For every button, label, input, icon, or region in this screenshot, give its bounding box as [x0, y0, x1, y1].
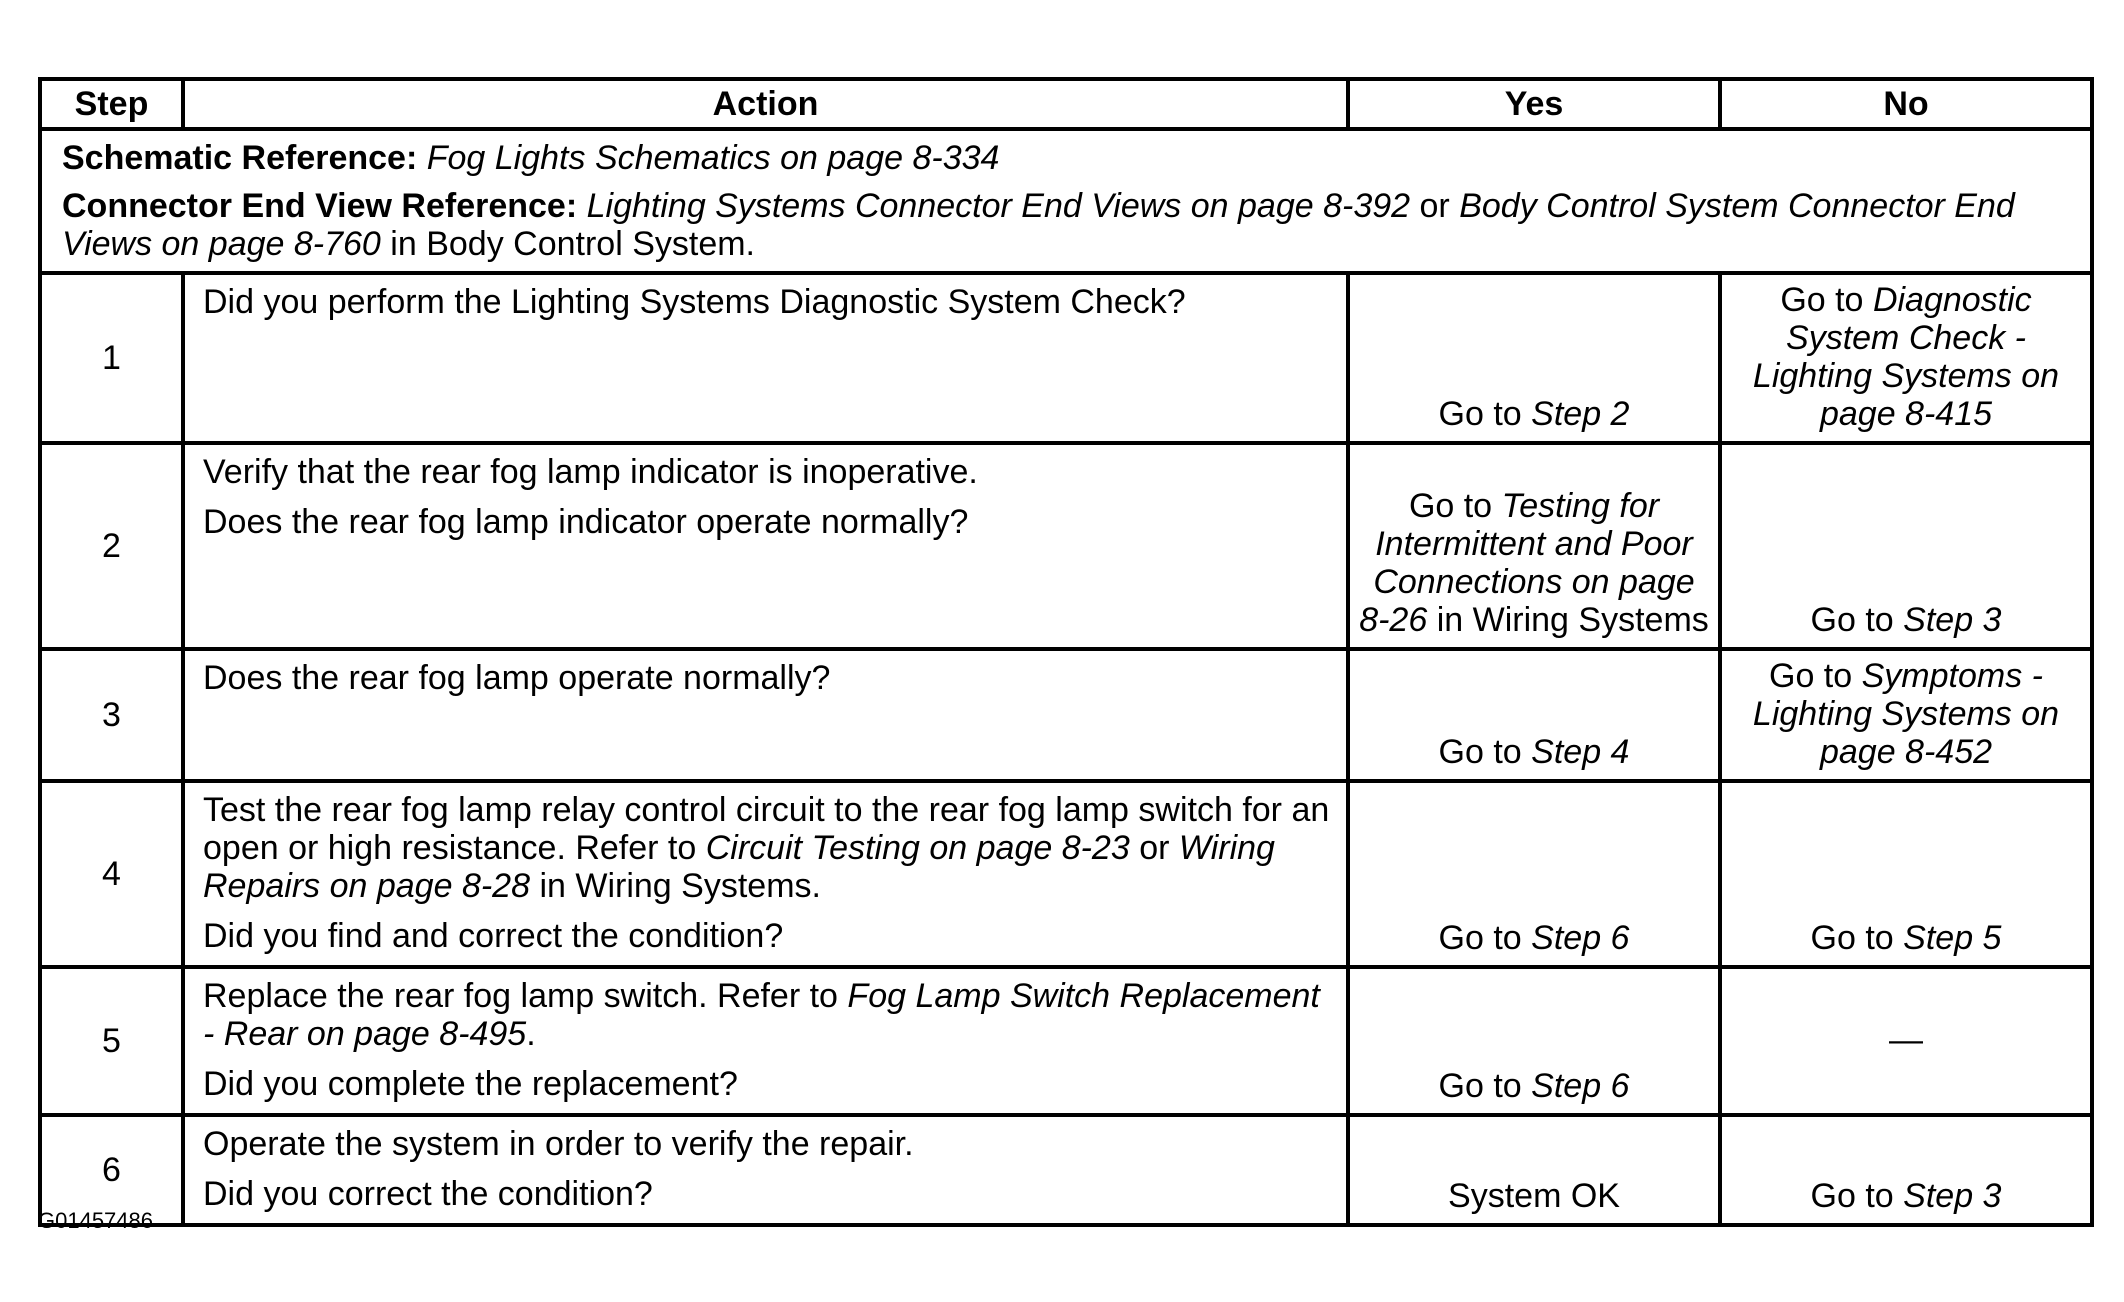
action-cell	[183, 649, 1348, 781]
action-instruction	[203, 977, 1332, 1053]
figure-id: G01457486	[38, 1208, 153, 1233]
action-cell	[183, 273, 1348, 443]
connector-link-lighting[interactable]: Lighting Systems Connector End Views on page 8-392	[586, 187, 1411, 225]
yes-prefix: Go to	[1438, 1067, 1522, 1105]
action-instruction: Operate the system in order to verify the repair.	[203, 1125, 914, 1163]
action-text: .	[526, 1015, 536, 1053]
no-cell	[1720, 967, 2092, 1115]
action-question: Does the rear fog lamp indicator operate normally?	[203, 503, 969, 541]
header-action: Action	[183, 79, 1348, 129]
schematic-link[interactable]: Fog Lights Schematics on page 8-334	[426, 139, 1000, 177]
no-dash: —	[1889, 1021, 1923, 1059]
connector-label: Connector End View Reference:	[62, 187, 578, 225]
action-cell	[183, 781, 1348, 967]
yes-link[interactable]: Step 2	[1531, 395, 1630, 433]
step-number: 5	[40, 967, 183, 1115]
step-number: 6	[40, 1115, 183, 1225]
table-row	[40, 649, 2092, 781]
no-link[interactable]: Step 5	[1903, 919, 2002, 957]
yes-link[interactable]: Testing for Intermittent and Poor Connections on page 8-26	[1359, 487, 1695, 639]
yes-prefix: Go to	[1438, 733, 1522, 771]
no-link[interactable]: Step 3	[1903, 1177, 2002, 1215]
yes-cell	[1348, 649, 1720, 781]
no-cell	[1720, 443, 2092, 649]
no-prefix: Go to	[1810, 1177, 1894, 1215]
action-cell	[183, 1115, 1348, 1225]
table-row	[40, 273, 2092, 443]
action-text: or	[1139, 829, 1170, 867]
diagnostic-table	[38, 77, 2094, 1227]
wiring-repairs-link[interactable]: Wiring Repairs on page 8-28	[203, 829, 1275, 905]
no-link[interactable]: Step 3	[1903, 601, 2002, 639]
action-text: Replace the rear fog lamp switch. Refer to	[203, 977, 838, 1015]
action-question: Did you complete the replacement?	[203, 1065, 738, 1103]
yes-prefix: Go to	[1438, 395, 1522, 433]
header-row	[40, 79, 2092, 129]
action-cell	[183, 967, 1348, 1115]
no-cell	[1720, 781, 2092, 967]
step-number: 4	[40, 781, 183, 967]
yes-prefix: Go to	[1438, 919, 1522, 957]
no-cell	[1720, 273, 2092, 443]
action-question: Did you correct the condition?	[203, 1175, 653, 1213]
yes-cell	[1348, 967, 1720, 1115]
step-number: 1	[40, 273, 183, 443]
schematic-reference	[62, 139, 2080, 177]
yes-link[interactable]: Step 4	[1531, 733, 1630, 771]
yes-link[interactable]: Step 6	[1531, 919, 1630, 957]
yes-prefix: Go to	[1408, 487, 1493, 525]
action-question: Did you find and correct the condition?	[203, 917, 784, 955]
circuit-testing-link[interactable]: Circuit Testing on page 8-23	[705, 829, 1130, 867]
fog-lamp-switch-link[interactable]: Fog Lamp Switch Replacement - Rear on page 8-495	[203, 977, 1320, 1053]
table-row	[40, 967, 2092, 1115]
connector-tail: in Body Control System.	[390, 225, 755, 263]
yes-cell	[1348, 273, 1720, 443]
step-number: 2	[40, 443, 183, 649]
no-prefix: Go to	[1810, 919, 1894, 957]
reference-cell	[40, 129, 2092, 273]
header-yes: Yes	[1348, 79, 1720, 129]
action-cell	[183, 443, 1348, 649]
table-row	[40, 1115, 2092, 1225]
connector-link-body[interactable]: Body Control System Connector End Views on page 8-760	[62, 187, 2015, 263]
yes-text: System OK	[1448, 1177, 1620, 1215]
no-link[interactable]: Diagnostic System Check - Lighting Systems on page 8-415	[1752, 281, 2060, 433]
no-prefix: Go to	[1769, 657, 1853, 695]
header-step: Step	[40, 79, 183, 129]
connector-or: or	[1419, 187, 1450, 225]
action-text: Test the rear fog lamp relay control circuit to the rear fog lamp switch for an open or high resistance. Refer to	[203, 791, 1330, 867]
no-prefix: Go to	[1780, 281, 1864, 319]
schematic-label: Schematic Reference:	[62, 139, 418, 177]
yes-cell	[1348, 443, 1720, 649]
action-instruction	[203, 791, 1332, 905]
action-text: in Wiring Systems.	[539, 867, 821, 905]
connector-reference	[62, 187, 2080, 263]
step-number: 3	[40, 649, 183, 781]
yes-cell	[1348, 1115, 1720, 1225]
no-cell	[1720, 1115, 2092, 1225]
yes-suffix: in Wiring Systems	[1436, 601, 1709, 639]
table-row	[40, 443, 2092, 649]
yes-cell	[1348, 781, 1720, 967]
action-question: Did you perform the Lighting Systems Diagnostic System Check?	[203, 283, 1186, 321]
yes-link[interactable]: Step 6	[1531, 1067, 1630, 1105]
table-row	[40, 781, 2092, 967]
action-instruction: Verify that the rear fog lamp indicator is inoperative.	[203, 453, 978, 491]
no-link[interactable]: Symptoms - Lighting Systems on page 8-452	[1752, 657, 2060, 771]
reference-row	[40, 129, 2092, 273]
header-no: No	[1720, 79, 2092, 129]
action-question: Does the rear fog lamp operate normally?	[203, 659, 831, 697]
no-cell	[1720, 649, 2092, 781]
no-prefix: Go to	[1810, 601, 1894, 639]
